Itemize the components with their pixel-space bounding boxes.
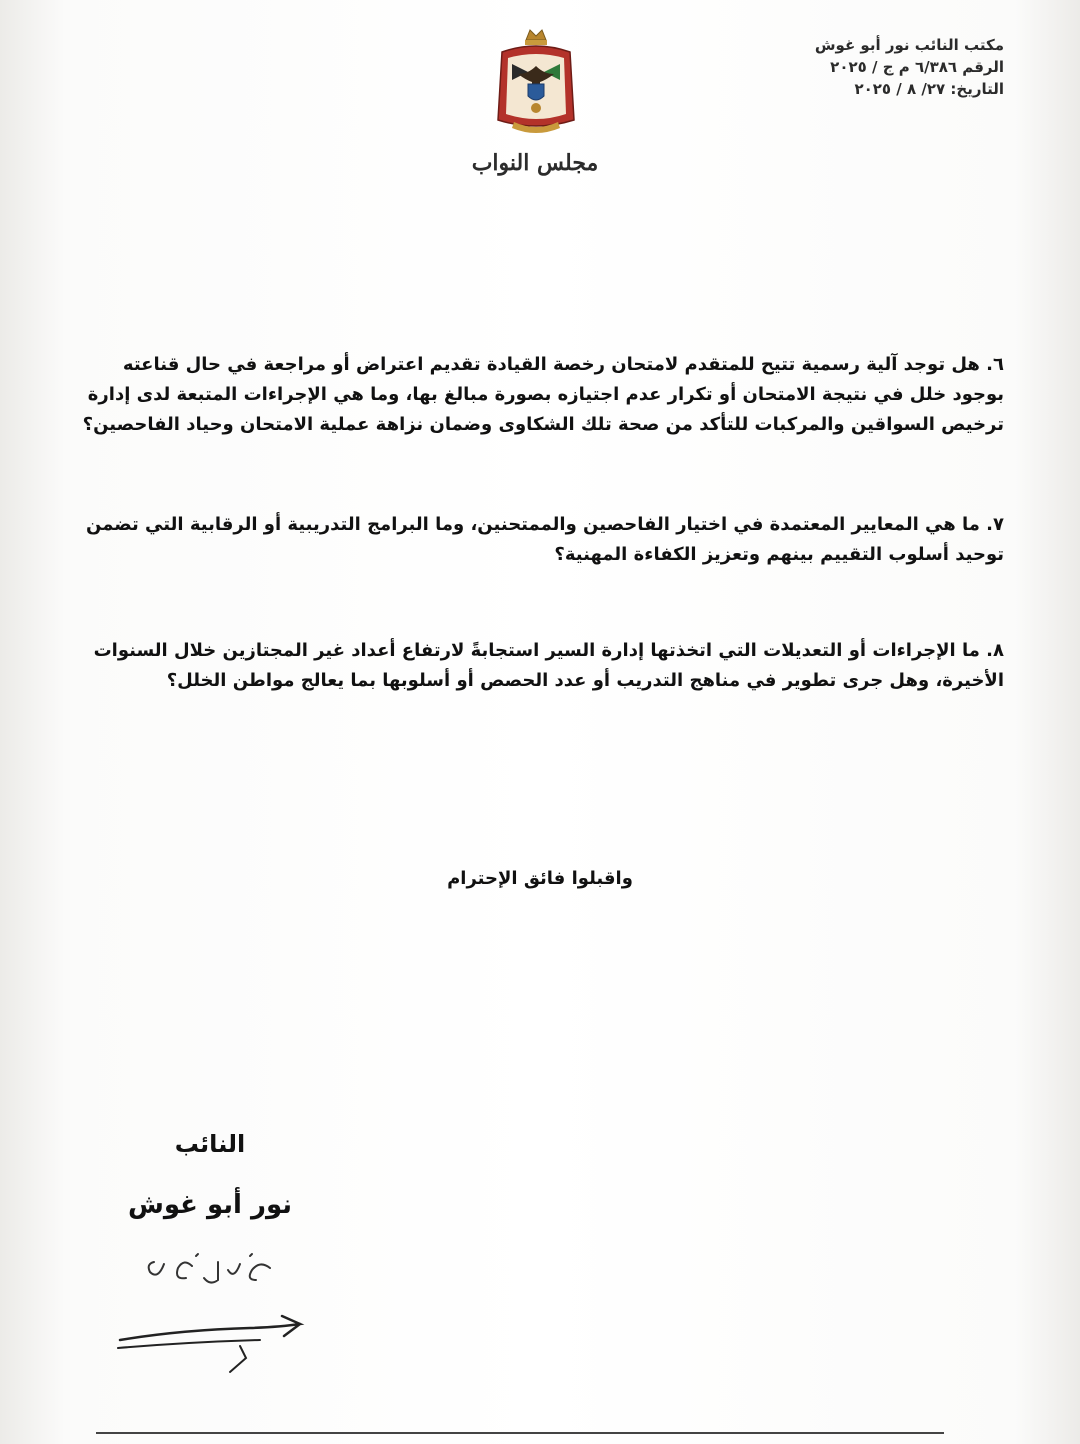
- question-6: ٦. هل توجد آلية رسمية تتيح للمتقدم لامتحان رخصة القيادة تقديم اعتراض أو مراجعة في حال قناعته بوجود خلل في نتيجة الامتحان أو تكرار عدم اجتيازه بصورة مبالغ بها، وما هي الإجراءات المتبعة لدى إدارة ترخيص السواقين والمركبات للتأكد من صحة تلك الشكاوى وضمان نزاهة عملية الامتحان وحياد الفاحصين؟: [82, 354, 1004, 435]
- question-8: ٨. ما الإجراءات أو التعديلات التي اتخذتها إدارة السير استجابةً لارتفاع أعداد غير المجتازين خلال السنوات الأخيرة، وهل جرى تطوير في مناهج التدريب أو عدد الحصص أو أسلوبها بما يعالج مواطن الخلل؟: [93, 640, 1004, 691]
- coat-of-arms-icon: [488, 28, 584, 138]
- signatory-title: النائب: [174, 1130, 246, 1158]
- reference-number: الرقم ٦/٣٨٦ م ج / ٢٠٢٥: [830, 58, 1004, 76]
- parliament-name: مجلس النواب: [471, 150, 599, 176]
- signatory-name: نور أبو غوش: [127, 1190, 293, 1220]
- letter-date: التاريخ: ٢٧/ ٨ / ٢٠٢٥: [854, 80, 1004, 98]
- closing-salutation: واقبلوا فائق الإحترام: [447, 868, 633, 889]
- question-7: ٧. ما هي المعايير المعتمدة في اختيار الفاحصين والممتحنين، وما البرامج التدريبية أو الرقابية التي تضمن توحيد أسلوب التقييم بينهم وتعزيز الكفاءة المهنية؟: [86, 514, 1004, 565]
- office-name: مكتب النائب نور أبو غوش: [814, 36, 1004, 54]
- footer-divider: [96, 1432, 944, 1434]
- handwritten-signature: [100, 1250, 320, 1380]
- office-header: [764, 34, 1004, 100]
